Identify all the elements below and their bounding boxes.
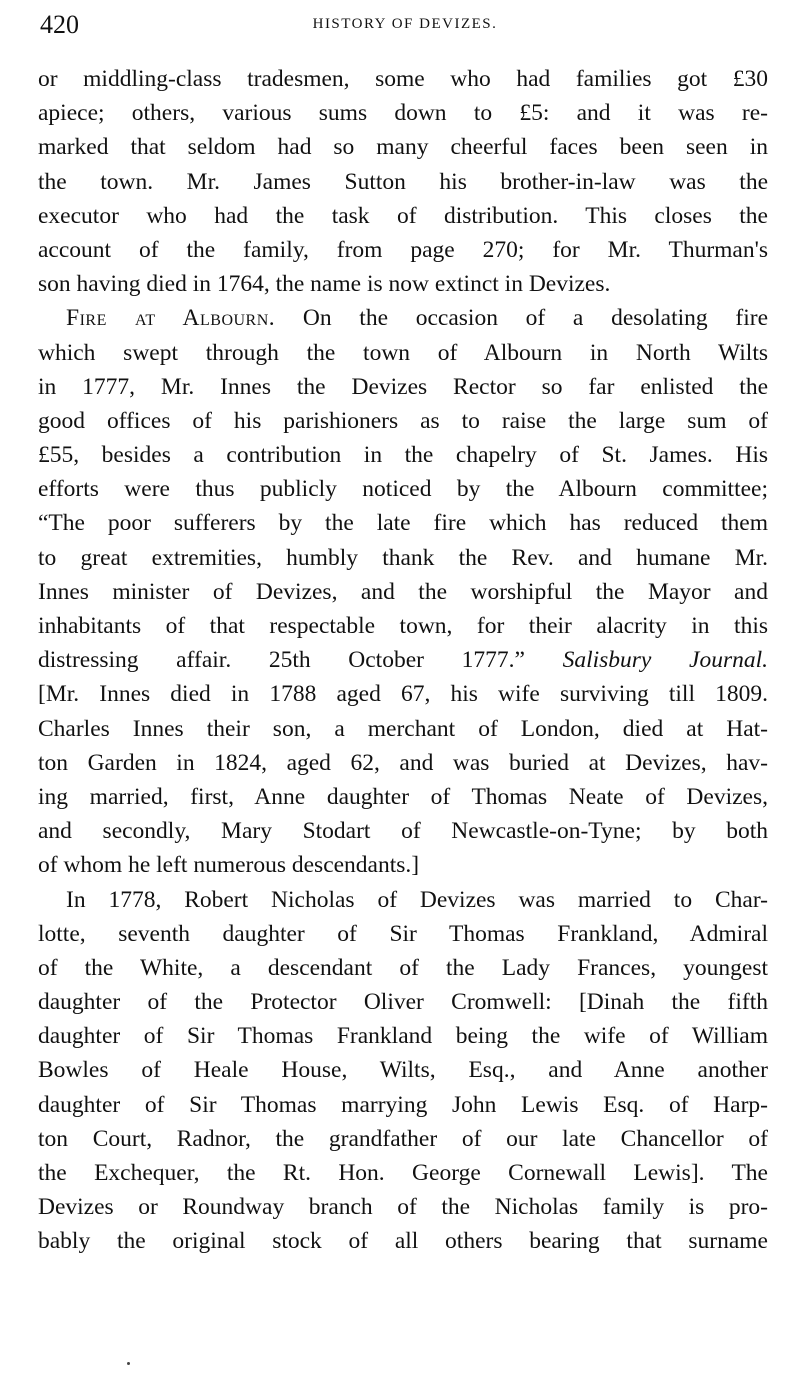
text-line: inhabitants of that respectable town, for their alacrity in this bbox=[38, 613, 768, 639]
text-line: the Exchequer, the Rt. Hon. George Cornewall Lewis]. The bbox=[38, 1160, 768, 1186]
text-line: Charles Innes their son, a merchant of London, died at Hat- bbox=[38, 715, 768, 742]
text-line: son having died in 1764, the name is now extinct in Devizes. bbox=[38, 271, 611, 298]
text-line: or middling-class tradesmen, some who had families got £30 bbox=[38, 66, 768, 92]
section-heading-line bbox=[38, 301, 768, 335]
running-head: HISTORY OF DEVIZES. bbox=[312, 16, 498, 32]
text-line: Devizes or Roundway branch of the Nicholas family is pro- bbox=[38, 1194, 768, 1221]
text-line: ing married, first, Anne daughter of Thomas Neate of Devizes, bbox=[38, 783, 768, 810]
text-line: of whom he left numerous descendants.] bbox=[38, 852, 420, 879]
text-line: to great extremities, humbly thank the Rev. and humane Mr. bbox=[38, 544, 768, 571]
text-line: good offices of his parishioners as to raise the large sum of bbox=[38, 407, 768, 434]
page-header bbox=[40, 10, 770, 44]
text-line: which swept through the town of Albourn in North Wilts bbox=[38, 339, 768, 366]
text-line: Bowles of Heale House, Wilts, Esq., and Anne another bbox=[38, 1057, 768, 1084]
text-fragment: On the occasion of a desolating fire bbox=[275, 305, 768, 332]
text-fragment: distressing affair. 25th October 1777.” bbox=[38, 647, 563, 674]
text-line: ton Garden in 1824, aged 62, and was buried at Devizes, hav- bbox=[38, 749, 768, 776]
text-line: daughter of Sir Thomas marrying John Lewis Esq. of Harp- bbox=[38, 1091, 768, 1118]
text-line: account of the family, from page 270; for Mr. Thurman's bbox=[38, 236, 768, 263]
citation-source: Salisbury Journal. bbox=[562, 647, 768, 674]
text-line: In 1778, Robert Nicholas of Devizes was married to Char- bbox=[66, 886, 768, 913]
text-line: in 1777, Mr. Innes the Devizes Rector so far enlisted the bbox=[38, 373, 768, 400]
text-line: lotte, seventh daughter of Sir Thomas Frankland, Admiral bbox=[38, 920, 768, 947]
text-line: executor who had the task of distribution. This closes the bbox=[38, 202, 768, 229]
text-line: the town. Mr. James Sutton his brother-in-law was the bbox=[38, 168, 768, 195]
text-line: £55, besides a contribution in the chapelry of St. James. His bbox=[38, 442, 768, 469]
text-line: daughter of Sir Thomas Frankland being the wife of William bbox=[38, 1023, 768, 1050]
citation-line bbox=[38, 643, 768, 677]
text-line: efforts were thus publicly noticed by the Albourn committee; bbox=[38, 476, 768, 503]
page-number: 420 bbox=[40, 10, 79, 39]
section-heading: Fire at Albourn. bbox=[66, 305, 276, 332]
text-line: [Mr. Innes died in 1788 aged 67, his wife surviving till 1809. bbox=[38, 681, 768, 708]
text-line: daughter of the Protector Oliver Cromwell: [Dinah the fifth bbox=[38, 989, 768, 1016]
text-line: Innes minister of Devizes, and the worshipful the Mayor and bbox=[38, 578, 768, 605]
ink-speck bbox=[127, 1362, 130, 1365]
text-line: bably the original stock of all others bearing that surname bbox=[38, 1228, 768, 1255]
text-line: of the White, a descendant of the Lady Frances, youngest bbox=[38, 954, 768, 981]
text-line: apiece; others, various sums down to £5: and it was re- bbox=[38, 100, 768, 127]
text-line: ton Court, Radnor, the grandfather of our late Chancellor of bbox=[38, 1125, 768, 1152]
text-line: marked that seldom had so many cheerful faces been seen in bbox=[38, 134, 768, 161]
text-line: “The poor sufferers by the late fire which has reduced them bbox=[38, 510, 768, 537]
body-text bbox=[38, 62, 768, 1259]
text-line: and secondly, Mary Stodart of Newcastle-on-Tyne; by both bbox=[38, 818, 768, 845]
